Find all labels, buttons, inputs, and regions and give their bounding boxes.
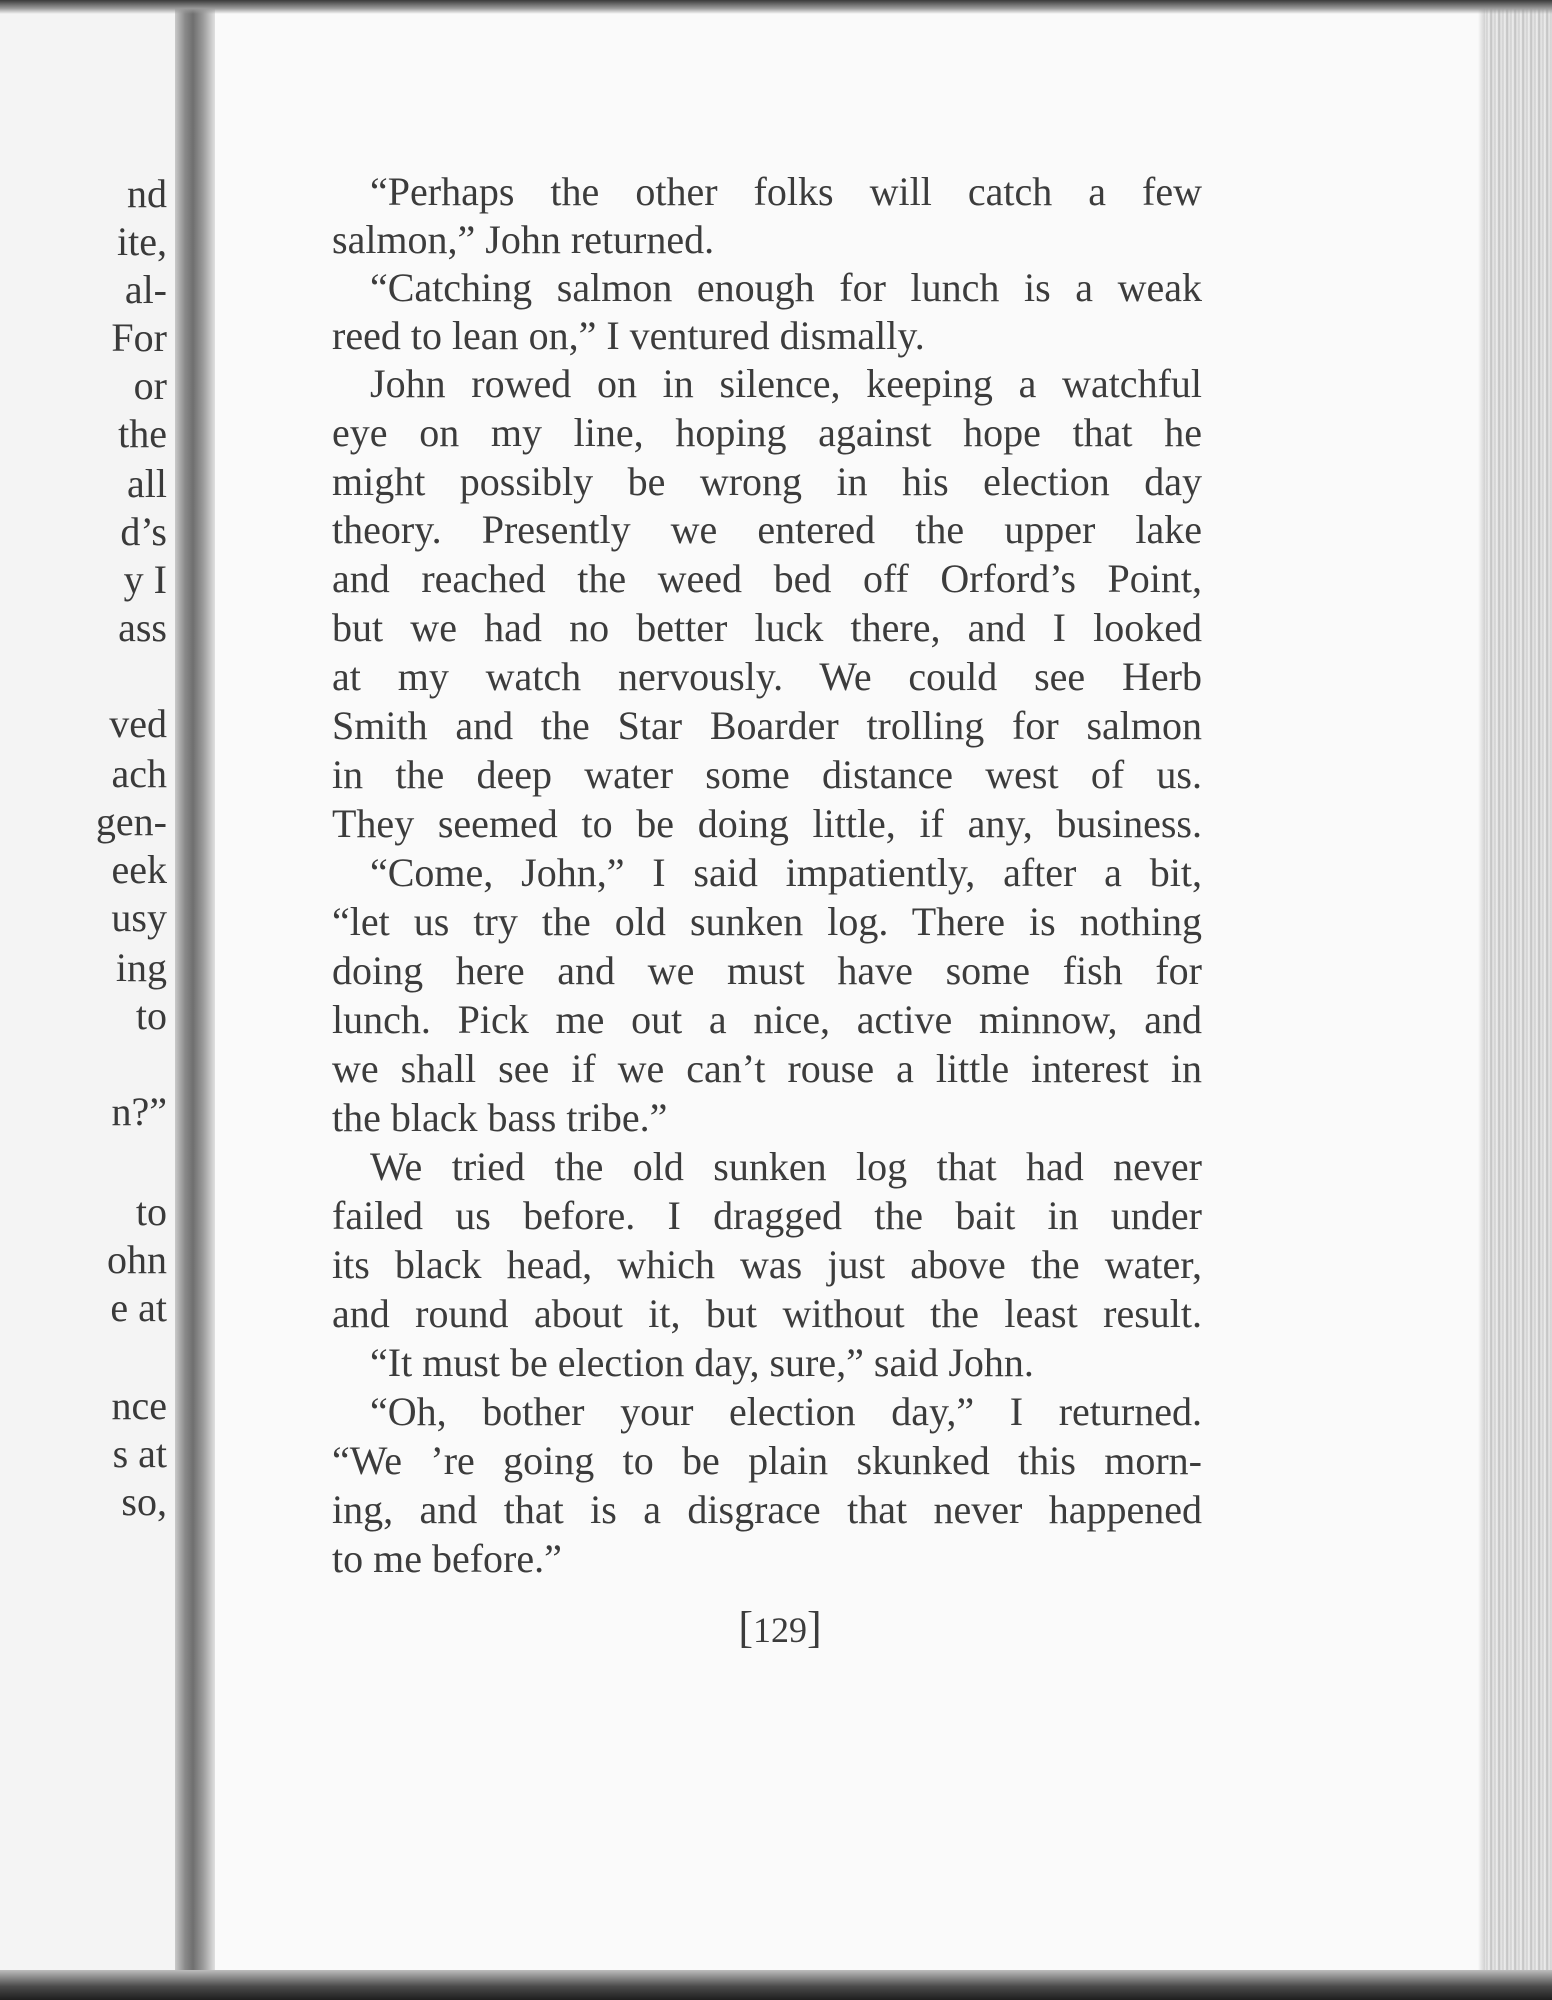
left-page bbox=[0, 0, 175, 1975]
text-line: might possibly be wrong in his election day bbox=[332, 459, 1202, 504]
text-line: its black head, which was just above the water, bbox=[332, 1242, 1202, 1287]
left-page-fragment: ach bbox=[111, 751, 167, 796]
text-line: reed to lean on,” I ventured dismally. bbox=[332, 313, 925, 358]
page-number-close-bracket: ] bbox=[807, 1603, 822, 1652]
text-line: failed us before. I dragged the bait in under bbox=[332, 1193, 1202, 1238]
text-line: They seemed to be doing little, if any, business. bbox=[332, 801, 1202, 846]
left-page-fragment: to bbox=[135, 993, 167, 1038]
left-page-fragment: al- bbox=[124, 267, 167, 312]
scan-bottom-edge bbox=[0, 1970, 1552, 2000]
left-page-fragment: eek bbox=[111, 847, 167, 892]
left-page-fragment: n?” bbox=[111, 1089, 167, 1134]
left-page-fragment: y I bbox=[123, 557, 167, 602]
text-line: eye on my line, hoping against hope that he bbox=[332, 410, 1202, 455]
left-page-fragment: nce bbox=[111, 1383, 167, 1428]
left-page-fragment: e at bbox=[110, 1285, 167, 1330]
left-page-fragment: all bbox=[127, 461, 167, 506]
left-page-fragment: ass bbox=[118, 605, 167, 650]
text-line: and reached the weed bed off Orford’s Point, bbox=[332, 556, 1202, 601]
text-line: We tried the old sunken log that had never bbox=[370, 1144, 1202, 1189]
left-page-fragment: the bbox=[118, 411, 167, 456]
left-page-fragment: ohn bbox=[107, 1237, 167, 1282]
text-line: Smith and the Star Boarder trolling for salmon bbox=[332, 703, 1202, 748]
left-page-fragment: usy bbox=[111, 895, 167, 940]
left-page-fragment: s at bbox=[112, 1431, 167, 1476]
text-line: John rowed on in silence, keeping a watchful bbox=[370, 361, 1202, 406]
text-line: “let us try the old sunken log. There is nothing bbox=[332, 899, 1202, 944]
left-page-fragment: For bbox=[111, 315, 167, 360]
text-line: “We ’re going to be plain skunked this morn- bbox=[332, 1438, 1202, 1483]
book-gutter bbox=[175, 0, 215, 1980]
left-page-fragment: ved bbox=[109, 701, 167, 746]
text-line: we shall see if we can’t rouse a little interest in bbox=[332, 1046, 1202, 1091]
left-page-fragment: so, bbox=[121, 1479, 167, 1524]
text-line: “Catching salmon enough for lunch is a weak bbox=[370, 265, 1202, 310]
text-line: but we had no better luck there, and I looked bbox=[332, 605, 1202, 650]
left-page-fragment: nd bbox=[127, 171, 167, 216]
text-line: “Come, John,” I said impatiently, after a bit, bbox=[370, 850, 1202, 895]
text-line: and round about it, but without the least result. bbox=[332, 1291, 1202, 1336]
page-number bbox=[700, 1602, 860, 1653]
left-page-fragment: or bbox=[133, 363, 167, 408]
text-line: the black bass tribe.” bbox=[332, 1095, 668, 1140]
text-line: doing here and we must have some fish for bbox=[332, 948, 1202, 993]
book-fore-edge bbox=[1485, 0, 1552, 2000]
text-line: salmon,” John returned. bbox=[332, 217, 715, 262]
text-line: in the deep water some distance west of us. bbox=[332, 752, 1202, 797]
text-line: “Oh, bother your election day,” I returned. bbox=[370, 1389, 1202, 1434]
scan-top-edge bbox=[0, 0, 1552, 14]
page-number-open-bracket: [ bbox=[738, 1603, 753, 1652]
left-page-fragment: ite, bbox=[117, 219, 167, 264]
left-page-fragment: to bbox=[135, 1189, 167, 1234]
left-page-fragment: d’s bbox=[120, 509, 167, 554]
text-line: at my watch nervously. We could see Herb bbox=[332, 654, 1202, 699]
text-line: to me before.” bbox=[332, 1536, 562, 1581]
text-line: ing, and that is a disgrace that never happened bbox=[332, 1487, 1202, 1532]
text-line: “Perhaps the other folks will catch a few bbox=[370, 169, 1202, 214]
text-line: lunch. Pick me out a nice, active minnow, and bbox=[332, 997, 1202, 1042]
page-number-value: 129 bbox=[753, 1610, 807, 1650]
text-line: theory. Presently we entered the upper lake bbox=[332, 507, 1202, 552]
text-line: “It must be election day, sure,” said John. bbox=[370, 1340, 1034, 1385]
left-page-fragment: gen- bbox=[95, 799, 167, 844]
left-page-fragment: ing bbox=[115, 945, 167, 990]
